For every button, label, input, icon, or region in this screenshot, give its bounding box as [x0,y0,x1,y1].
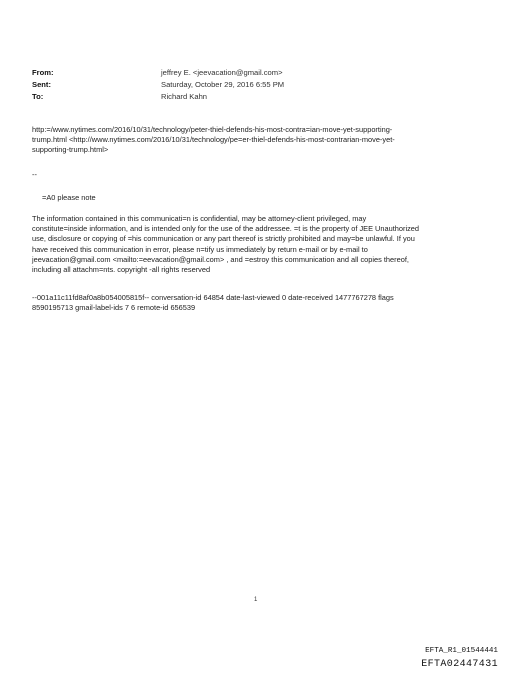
signature-separator: -- [32,170,37,179]
confidentiality-notice [32,214,477,275]
article-url-block [32,125,477,156]
confidentiality-line: have received this communication in error, please n=tify us immediately by return e-mail or by e-mail to [32,244,368,254]
bates-stamp-secondary: EFTA02447431 [421,659,498,670]
to-row [32,91,472,103]
confidentiality-line: including all attachm=nts. copyright -all rights reserved [32,265,211,275]
please-note-text: =A0 please note [42,193,96,202]
confidentiality-line: jeevacation@gmail.com <mailto:=eevacation@gmail.com> , and =estroy this communication and all copies thereof, [32,254,409,264]
page-number: 1 [254,597,258,603]
confidentiality-line: constitute=inside information, and is intended only for the use of the addressee. =t is the property of JEE Unauthorized [32,224,420,234]
from-value: jeffrey E. <jeevacation@gmail.com> [161,68,283,77]
confidentiality-line: use, disclosure or copying of =his communication or any part thereof is strictly prohibited and may=be unlawful. If you [32,234,415,244]
from-label: From: [32,68,54,77]
message-metadata [32,293,477,313]
confidentiality-line: The information contained in this communicati=n is confidential, may be attorney-client privileged, may [32,214,367,223]
to-value: Richard Kahn [161,92,208,101]
email-header [32,67,472,103]
sent-value: Saturday, October 29, 2016 6:55 PM [161,80,285,89]
to-label: To: [32,92,44,101]
from-row [32,67,472,79]
bates-stamp-primary: EFTA_R1_01544441 [425,647,498,655]
url-line: supporting-trump.html> [32,145,109,155]
sent-label: Sent: [32,80,51,89]
metadata-line: --001a11c11fd8af0a8b054005815f-- conversation-id 64854 date-last-viewed 0 date-received 1477767278 flags [32,293,394,302]
metadata-line: 8590195713 gmail-label-ids 7 6 remote-id 656539 [32,303,196,313]
url-line: http:=/www.nytimes.com/2016/10/31/technology/peter-thiel-defends-his-most-contra=ian-move-yet-supporting- [32,125,393,134]
url-line: trump.html <http://www.nytimes.com/2016/10/31/technology/pe=er-thiel-defends-his-most-contrarian-move-yet- [32,135,395,145]
sent-row [32,79,472,91]
